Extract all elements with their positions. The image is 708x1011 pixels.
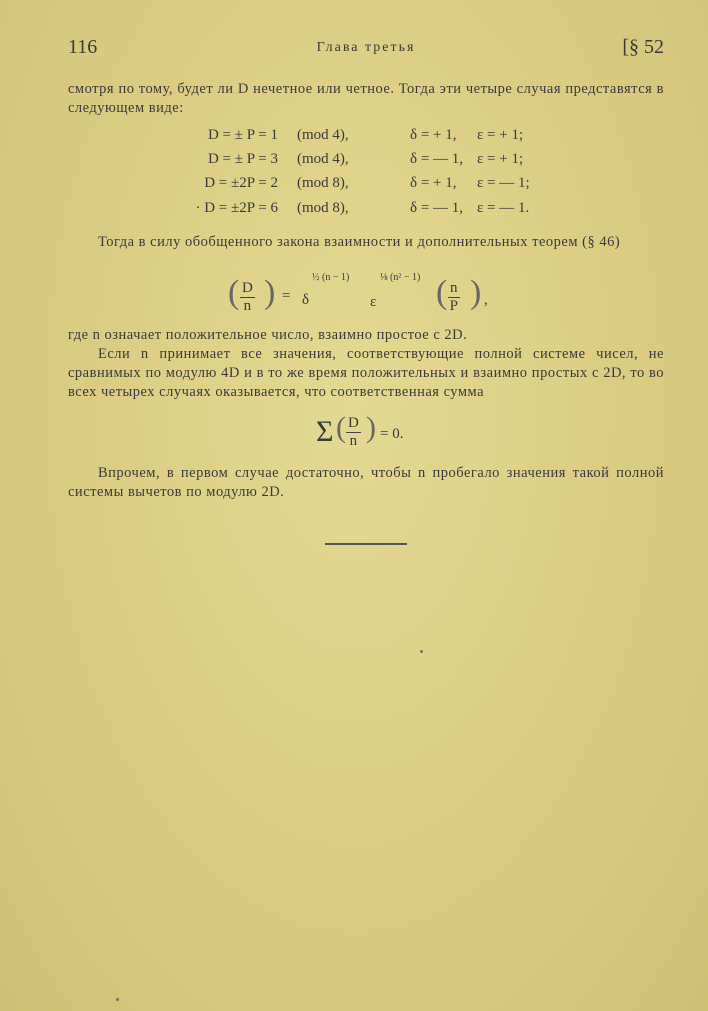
- paper-speck: [420, 650, 423, 653]
- case-4-lhs: · D = ±2P = 6: [195, 200, 278, 216]
- sum-numerator: D: [348, 415, 359, 431]
- case-1-mod: (mod 4),: [297, 127, 349, 143]
- equals-sign: =: [282, 288, 291, 304]
- fraction-numerator-2: n: [450, 280, 458, 296]
- paragraph-remark: Впрочем, в первом случае достаточно, чтобы n пробегало значения такой полной системы вычетов по модулю 2D.: [68, 465, 664, 500]
- fraction-denominator-2: P: [449, 298, 458, 314]
- case-3-delta: δ = + 1,: [410, 175, 457, 191]
- paragraph-intro: смотря по тому, будет ли D нечетное или четное. Тогда эти четыре случая представятся в следующем виде:: [68, 81, 664, 116]
- paragraph-reciprocity: Тогда в силу обобщенного закона взаимности и дополнительных теорем (§ 46): [98, 234, 621, 250]
- epsilon-symbol: ε: [370, 294, 377, 310]
- delta-exponent: ½ (n − 1): [312, 272, 350, 283]
- case-3-lhs: D = ±2P = 2: [204, 175, 278, 191]
- case-1-delta: δ = + 1,: [410, 127, 457, 143]
- fraction-numerator: D: [242, 280, 253, 296]
- sum-result: = 0.: [380, 426, 404, 442]
- sigma-symbol: Σ: [316, 415, 334, 448]
- chapter-title: Глава третья: [316, 40, 416, 55]
- fraction-d-over-n: [240, 280, 255, 315]
- sum-left-paren: (: [336, 411, 346, 444]
- jacobi-formula: [228, 266, 528, 326]
- case-2-lhs: D = ± P = 3: [207, 151, 278, 167]
- right-paren-2: ): [470, 274, 482, 311]
- page-header: [68, 36, 664, 60]
- sum-formula: [316, 411, 436, 455]
- page-number: 116: [68, 36, 98, 58]
- epsilon-exponent: ⅛ (n² − 1): [380, 272, 421, 283]
- left-paren: (: [228, 274, 240, 311]
- case-2-mod: (mod 4),: [297, 151, 349, 167]
- sum-denominator: n: [349, 433, 358, 449]
- right-paren: ): [264, 274, 276, 311]
- case-4-eps: ε = — 1.: [477, 200, 530, 216]
- case-1-eps: ε = + 1;: [477, 127, 524, 143]
- case-4-mod: (mod 8),: [297, 200, 349, 216]
- case-3-eps: ε = — 1;: [477, 175, 530, 191]
- sum-fraction: [346, 415, 361, 450]
- fraction-n-over-p: [448, 280, 460, 315]
- case-2-delta: δ = — 1,: [410, 151, 464, 167]
- paper-speck-2: [116, 998, 119, 1001]
- paragraph-where-n: где n означает положительное число, взаимно простое с 2D.: [68, 327, 468, 343]
- paragraph-sum-condition: Если n принимает все значения, соответствующие полной системе чисел, не сравнимых по модулю 4D и в то же время положительных и взаимно простых с 2D, то во всех четырех случаях оказывается, что соответственная сумма: [68, 346, 664, 400]
- case-2-eps: ε = + 1;: [477, 151, 524, 167]
- case-3-mod: (mod 8),: [297, 175, 349, 191]
- section-number: [§ 52: [622, 36, 664, 58]
- delta-symbol: δ: [302, 292, 310, 308]
- comma: ,: [484, 292, 488, 308]
- case-4-delta: δ = — 1,: [410, 200, 464, 216]
- end-rule: [325, 543, 407, 545]
- left-paren-2: (: [436, 274, 448, 311]
- fraction-denominator: n: [243, 298, 252, 314]
- case-1-lhs: D = ± P = 1: [207, 127, 278, 143]
- sum-right-paren: ): [366, 411, 376, 444]
